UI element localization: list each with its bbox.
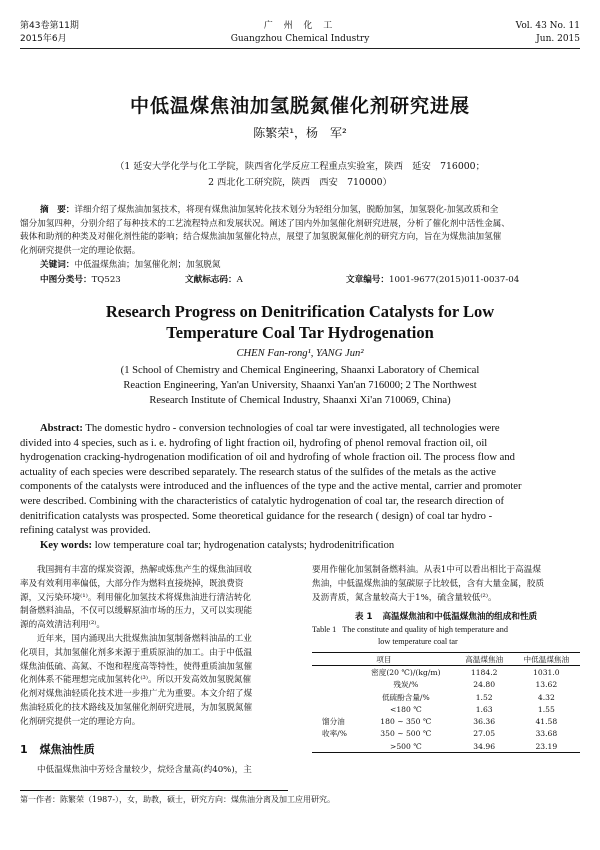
table-cell: 33.68 <box>535 729 558 739</box>
footnote-rule <box>20 790 288 791</box>
table-cell <box>312 679 356 691</box>
keywords-cn <box>40 259 221 273</box>
keywords-en <box>40 539 394 554</box>
abstract-cn <box>20 204 582 258</box>
table-cell: 残炭/% <box>393 680 419 690</box>
table-cell <box>312 666 356 679</box>
authors-cn: 陈繁荣¹，杨 军² <box>253 126 347 140</box>
doc-code-value: A <box>236 275 243 285</box>
english-title: Research Progress on Denitrification Catalysts for Low <box>105 302 495 321</box>
column-header: 项目 <box>376 654 392 664</box>
abstract-cn-label: 摘 要： <box>40 205 75 215</box>
abstract-en-line: denitrification catalysts was prospected. Some theoretical guidance for the research ( design) of coal tar hydro - <box>20 510 493 522</box>
journal-issue: 第43卷第11期 <box>20 21 79 31</box>
body-line: 化剂体系不能理想完成加氢转化⁽³⁾。所以开发高效加氢脱氮催 <box>20 675 252 686</box>
table-cell: 密度(20 ℃)/(kg/m) <box>371 667 441 677</box>
table-cell: 馏分油 <box>322 717 345 727</box>
abstract-en-line: divided into 4 species, such as i. e. hydrofing of light fraction oil, hydrofing of phenol removal fraction oil, oil <box>20 437 488 449</box>
table-cell: 1031.0 <box>533 667 560 677</box>
table-row <box>312 715 580 727</box>
table-header-row <box>312 653 580 666</box>
table-cell: 180 ~ 350 ℃ <box>380 717 432 727</box>
table-cell: 34.96 <box>473 741 496 751</box>
body-line: 源，又污染环境⁽¹⁾。利用催化加氢技术将煤焦油进行清洁转化 <box>20 592 252 603</box>
abstract-en-body <box>20 437 582 539</box>
body-left-column <box>20 564 288 730</box>
table-cell: >500 ℃ <box>389 741 422 751</box>
abstract-cn-line: 详细介绍了煤焦油加氢技术，将现有煤焦油加氢转化技术划分为轻组分加氢，脱酚加氢，加氢裂化-加氢改质和全 <box>74 205 499 215</box>
affiliation-en-line: Research Institute of Chemical Industry, Shaanxi Xi'an 710069, China) <box>149 394 451 406</box>
clc-value: TQ523 <box>91 275 121 285</box>
page-title: 中低温煤焦油加氢脱氮催化剂研究进展 <box>129 95 470 117</box>
table-cell: 1184.2 <box>470 667 498 677</box>
abstract-en <box>40 422 562 437</box>
authors-en: CHEN Fan-rong¹, YANG Jun² <box>236 348 364 359</box>
table-cell: 1.52 <box>475 692 493 702</box>
classification-line <box>40 274 580 288</box>
table-cell <box>312 703 356 715</box>
column-header: 中低温煤焦油 <box>523 654 570 664</box>
column-header: 高温煤焦油 <box>465 654 504 664</box>
article-number-value: 1001-9677(2015)011-0037-04 <box>388 275 520 285</box>
data-table <box>312 652 580 753</box>
doc-code-label: 文献标志码： <box>185 275 237 285</box>
table-cell: 13.62 <box>535 680 558 690</box>
section-title: 煤焦油性质 <box>39 743 95 756</box>
abstract-cn-line: 载体和助剂的种类及对催化剂性能的影响；结合煤焦油加氢催化特点，展望了加氢脱氮催化剂的研究方向，旨在为煤焦油加氢催 <box>20 232 502 243</box>
keywords-cn-label: 关键词： <box>40 260 75 270</box>
body-line: 近年来，国内涌现出大批煤焦油加氢制备燃料油品的工业 <box>37 633 252 644</box>
table-cell: 1.55 <box>537 704 555 714</box>
table-caption-en-label: Table 1 <box>312 625 337 634</box>
table-row <box>312 728 580 740</box>
section-number: 1 <box>20 743 28 756</box>
table-row <box>312 666 580 679</box>
body-line: 化剂研究提供一定的理论方向。 <box>20 716 141 727</box>
body-line: 中低温煤焦油中芳烃含量较少，烷烃含量高(约40%)，主 <box>37 765 252 775</box>
body-line: 化剂对煤焦油轻质化技术进一步推广尤为重要。本文介绍了煤 <box>20 689 253 700</box>
keywords-en-text: low temperature coal tar; hydrogenation catalysts; hydrodenitrification <box>94 540 395 551</box>
table-cell: 收率/% <box>322 729 347 739</box>
abstract-en-line: The domestic hydro - conversion technologies of coal tar were investigated, all technologies were <box>85 423 500 434</box>
table-row <box>312 679 580 691</box>
journal-name-cn: 广 州 化 工 <box>263 21 337 31</box>
section-heading <box>20 741 95 757</box>
table-cell: 41.58 <box>535 717 558 727</box>
body-line: 焦油，中低温煤焦油的氢碳原子比较低，含有大量金属，胶质 <box>312 578 545 589</box>
body-line: 焦油轻质化的技术路线及加氢催化剂研究进展，为加氢脱氮催 <box>20 702 253 713</box>
abstract-cn-line: 馏分加氢四种，分别介绍了每种技术的工艺流程特点和发展状况。阐述了国内外加氢催化剂研究进展，分析了催化剂中活性金属、 <box>20 218 510 229</box>
abstract-en-line: were described. Combining with the characteristics of catalytic hydrogenation of coal tar, the research direction of <box>20 495 505 507</box>
table-cell: 24.80 <box>473 680 496 690</box>
article-number-label: 文章编号： <box>346 275 389 285</box>
affiliation-en <box>0 364 600 408</box>
table-row <box>312 691 580 703</box>
table-cell: 27.05 <box>473 729 496 739</box>
table-caption-cn-label: 表 1 <box>354 612 373 622</box>
abstract-cn-line: 化剂研究提供一定的理论依据。 <box>20 245 141 256</box>
clc-label: 中图分类号： <box>40 275 92 285</box>
body-right-column <box>312 564 580 605</box>
table-cell: 23.19 <box>535 741 558 751</box>
body-line: 及沥青质，氮含量较高大于1%，硫含量较低⁽²⁾。 <box>312 592 497 603</box>
keywords-cn-text: 中低温煤焦油；加氢催化剂；加氢脱氮 <box>74 260 221 270</box>
table-cell <box>312 691 356 703</box>
english-title-2: Temperature Coal Tar Hydrogenation <box>166 323 434 342</box>
header-rule <box>20 48 580 49</box>
table-caption-cn <box>312 610 580 622</box>
table-cell: 36.36 <box>473 717 496 727</box>
table-cell: 1.63 <box>475 704 493 714</box>
body-line: 我国拥有丰富的煤炭资源，热解或炼焦产生的煤焦油回收 <box>37 565 252 575</box>
table-row <box>312 740 580 753</box>
body-line: 源的高效清洁利用⁽²⁾。 <box>20 620 106 631</box>
affiliation-cn: （1 延安大学化学与化工学院，陕西省化学反应工程重点实验室，陕西 延安 716000； <box>115 161 485 172</box>
abstract-en-line: refining catalyst was provided. <box>20 525 151 537</box>
affiliation-en-line: Reaction Engineering, Yan'an University, Shaanxi Yan'an 716000; 2 The Northwest <box>123 379 477 391</box>
table-cell: 350 ~ 500 ℃ <box>380 729 432 739</box>
affiliation-cn-2: 2 西北化工研究院，陕西 西安 710000） <box>208 177 392 188</box>
journal-month: Jun. 2015 <box>536 34 580 44</box>
footnote: 第一作者：陈繁荣（1987-），女，助教，硕士，研究方向：煤焦油分离及加工应用研究。 <box>20 795 336 804</box>
body-line: 制备燃料油品，不仅可以缓解原油市场的压力，又可以实现能 <box>20 606 253 617</box>
body-line: 要用作催化加氢制备燃料油。从表1中可以看出相比于高温煤 <box>312 565 541 575</box>
table-caption-en <box>312 624 580 648</box>
body-line: 化项目，其加氢催化剂多来源于重质原油的加工。由于中低温 <box>20 647 253 658</box>
table-cell: <180 ℃ <box>389 704 422 714</box>
body-line: 煤焦油低硫、高氮、不饱和程度高等特性，使得重质油加氢催 <box>20 661 253 672</box>
table-caption-en-line: low temperature coal tar <box>378 637 458 646</box>
abstract-en-line: components of the catalysts were introduced and the influences of the type and the active mental, carrier and promoter <box>20 481 522 493</box>
table-cell <box>312 740 356 753</box>
table-caption-en-line: The constitute and quality of high temperature and <box>342 625 508 634</box>
table-cell: 低硫酚含量/% <box>381 692 430 702</box>
journal-date: 2015年6月 <box>20 34 67 44</box>
body-line: 率及有效利用率偏低，大部分作为燃料直接烧掉，既浪费资 <box>20 578 244 589</box>
table-row <box>312 703 580 715</box>
table-cell: 4.32 <box>537 692 555 702</box>
journal-volume: Vol. 43 No. 11 <box>515 21 580 31</box>
abstract-en-line: actuality of each species were described separately. The research status of the sulfides of the metals as the active <box>20 466 496 478</box>
abstract-en-line: hydrogenation cracking-hydrogenation modification of oil and hydrofing of whole fraction oil. The process flow and <box>20 452 515 464</box>
abstract-en-label: Abstract: <box>40 423 83 434</box>
affiliation-en-line: (1 School of Chemistry and Chemical Engineering, Shaanxi Laboratory of Chemical <box>120 365 480 376</box>
keywords-en-label: Key words: <box>40 540 93 551</box>
journal-name-en: Guangzhou Chemical Industry <box>230 34 370 44</box>
table-caption-cn-text: 高温煤焦油和中低温煤焦油的组成和性质 <box>382 612 538 622</box>
